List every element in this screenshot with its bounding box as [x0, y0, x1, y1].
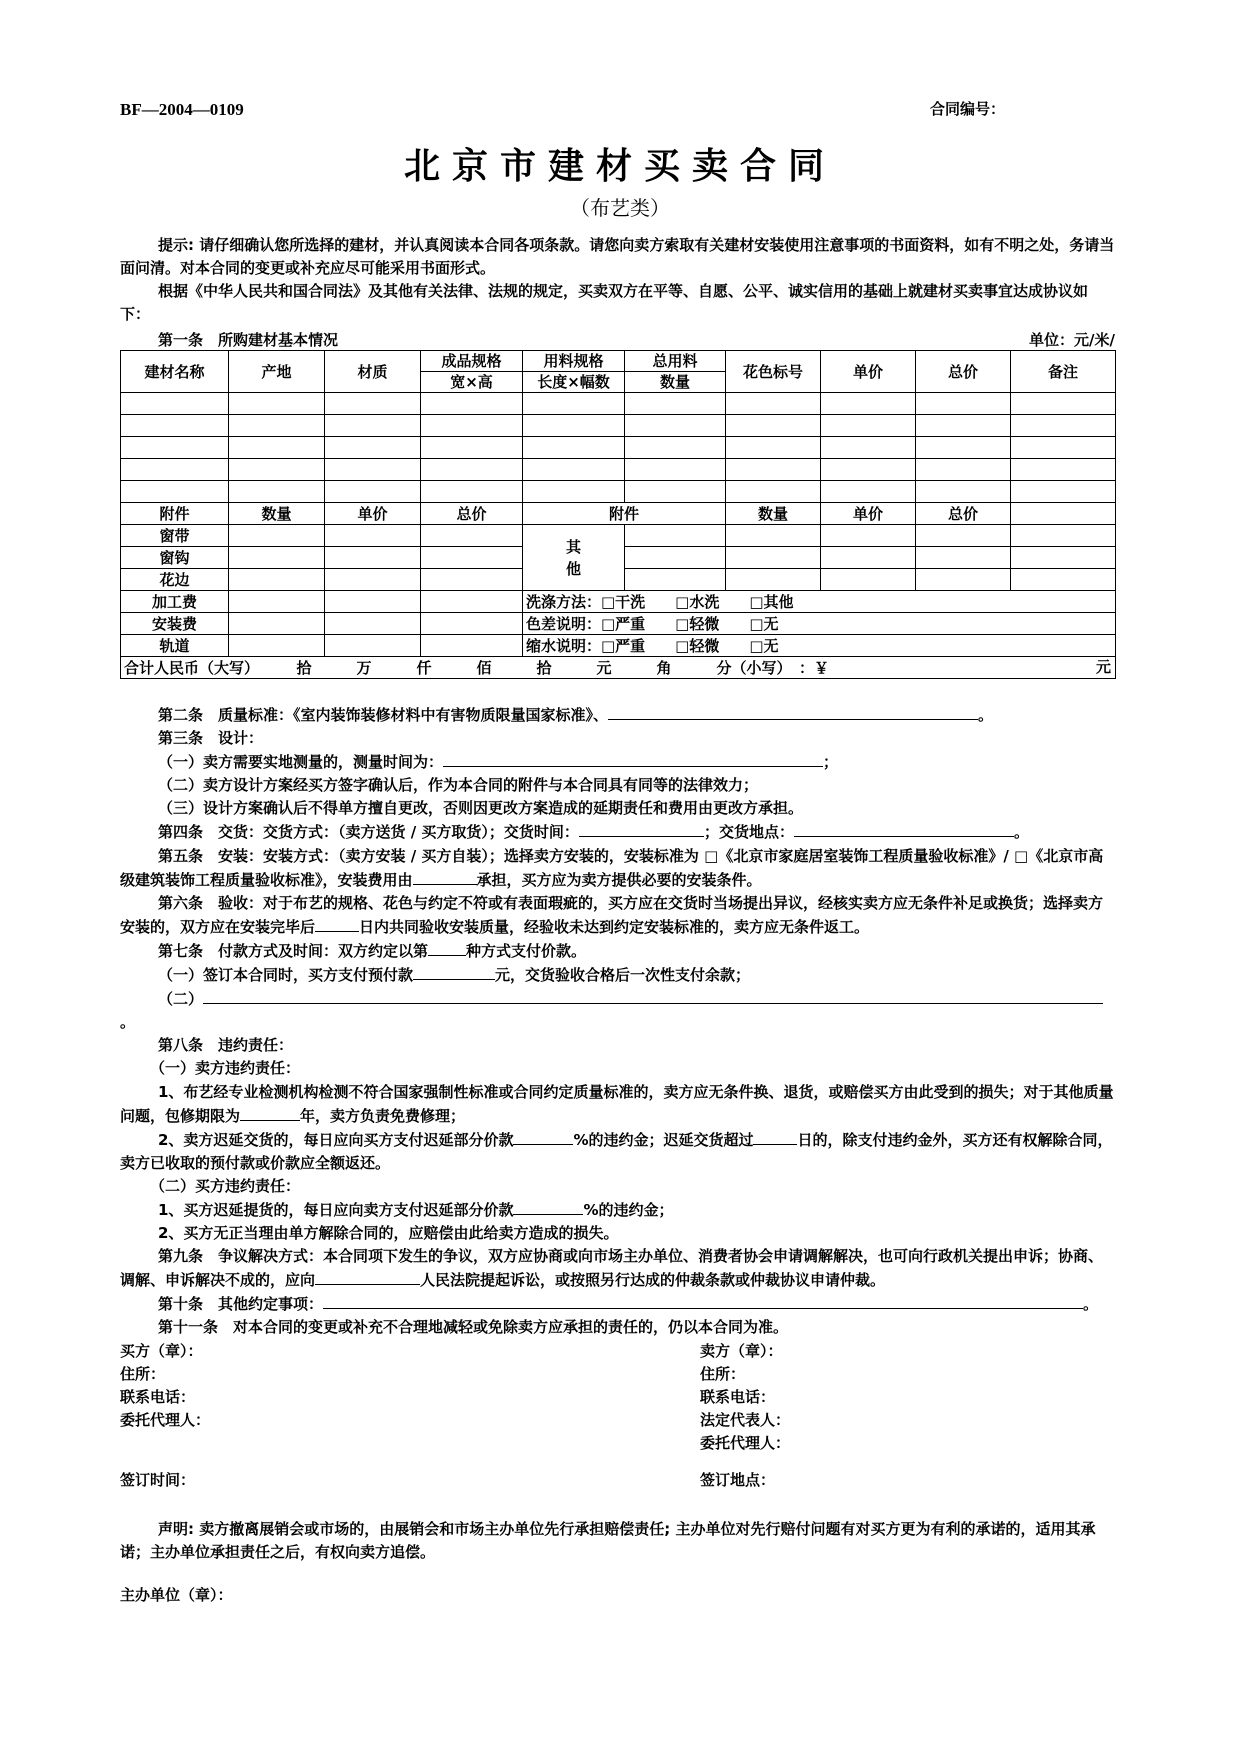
total-cell[interactable]: [121, 657, 1116, 679]
acc-col-qty: 数量: [229, 503, 325, 525]
article-10: 第十条 其他约定事项： 。: [120, 1292, 1115, 1316]
acc-col-total-2: 总价: [916, 503, 1011, 525]
blank-warranty-years[interactable]: [240, 1104, 300, 1121]
article-11: 第十一条 对本合同的变更或补充不合理地减轻或免除卖方应承担的责任的，仍以本合同为准。: [158, 1318, 789, 1337]
seller-legal-rep: 法定代表人：: [700, 1410, 791, 1429]
accessory-header-row: [121, 503, 1116, 525]
table-row: [121, 591, 1116, 613]
signature-row: [120, 1409, 1115, 1432]
article-2: 第二条 质量标准：《室内装饰装修材料中有害物质限量国家标准》、 。: [120, 703, 1115, 727]
intro-basis: 根据《中华人民共和国合同法》及其他有关法律、法规的规定，买卖双方在平等、自愿、公平、诚实信用的基础上就建材买卖事宜达成协议如下：: [120, 282, 1089, 323]
article-8-b1: 1、买方迟延提货的，每日应向卖方支付迟延部分价款 %的违约金；: [120, 1198, 1115, 1222]
signature-row: [120, 1386, 1115, 1409]
col-origin: 产地: [229, 351, 325, 393]
blank-delivery-time[interactable]: [579, 820, 704, 837]
article-1-header: [120, 329, 1115, 350]
table-row: [121, 525, 1116, 547]
col-price: 单价: [821, 351, 916, 393]
col-spec2: 用料规格: [523, 351, 625, 372]
fee-processing: 加工费: [121, 591, 229, 613]
signature-row: [120, 1340, 1115, 1363]
sign-place: 签订地点：: [700, 1471, 776, 1489]
acc-col-total: 总价: [421, 503, 523, 525]
blank-measure-time[interactable]: [443, 750, 823, 767]
table-row: [121, 393, 1116, 415]
article-1-title: 第一条 所购建材基本情况: [158, 331, 339, 349]
shrinkage[interactable]: 缩水说明：□严重 □轻微 □无: [523, 635, 1116, 657]
blank-buyer-delay-rate[interactable]: [513, 1198, 583, 1215]
blank-standard[interactable]: [608, 703, 978, 720]
col-note: 备注: [1011, 351, 1116, 393]
col-total: 总价: [916, 351, 1011, 393]
page-title: 北京市建材买卖合同: [403, 145, 836, 187]
table-row: [121, 459, 1116, 481]
article-8-seller: （一）卖方违约责任：: [150, 1059, 301, 1078]
materials-table: [120, 350, 1116, 679]
seller-seal: 卖方（章）：: [700, 1341, 783, 1360]
signature-row: [120, 1363, 1115, 1386]
blank-delivery-place[interactable]: [794, 820, 1014, 837]
article-7-1: （一）签订本合同时，买方支付预付款 元，交货验收合格后一次性支付余款；: [120, 963, 1115, 987]
acc-lace: 花边: [121, 569, 229, 591]
buyer-agent: 委托代理人：: [120, 1410, 211, 1429]
blank-court[interactable]: [315, 1268, 420, 1285]
table-row: [121, 415, 1116, 437]
acc-col-name: 附件: [121, 503, 229, 525]
col-qty: 总用料: [625, 351, 726, 372]
total-row: [121, 657, 1116, 679]
article-3-3: （三）设计方案确认后不得单方擅自更改，否则因更改方案造成的延期责任和费用由更改方承担。: [158, 799, 804, 818]
signature-row: [120, 1432, 1115, 1455]
article-4: 第四条 交货：交货方式：（卖方送货 / 买方取货）；交货时间： ；交货地点： 。: [120, 820, 1115, 844]
col-spec2-sub: 长度×幅数: [523, 372, 625, 393]
contract-body: [120, 703, 1115, 1607]
buyer-address: 住所：: [120, 1364, 166, 1383]
col-color: 花色标号: [726, 351, 821, 393]
fee-install: 安装费: [121, 613, 229, 635]
article-8-1: 1、布艺经专业检测机构检测不符合国家强制性标准或合同约定质量标准的，卖方应无条件换、退货，或赔偿买方由此受到的损失；对于其他质量问题，包修期限为 年，卖方负责免费修理；: [120, 1082, 1114, 1125]
acc-col-name-2: 附件: [523, 503, 726, 525]
blank-payment-method[interactable]: [428, 939, 466, 956]
table-row: [121, 635, 1116, 657]
col-qty-sub: 数量: [625, 372, 726, 393]
col-name: 建材名称: [121, 351, 229, 393]
acc-window-hook: 窗钩: [121, 547, 229, 569]
seller-phone: 联系电话：: [700, 1387, 776, 1406]
other-label: 其他: [523, 525, 625, 591]
buyer-phone: 联系电话：: [120, 1387, 196, 1406]
article-8-b2: 2、买方无正当理由单方解除合同的，应赔偿由此给卖方造成的损失。: [158, 1224, 619, 1243]
blank-prepayment[interactable]: [413, 963, 495, 980]
acc-col-price-2: 单价: [821, 503, 916, 525]
wash-method[interactable]: 洗涤方法：□干洗 □水洗 □其他: [523, 591, 1116, 613]
blank-install-fee[interactable]: [413, 868, 477, 885]
article-3-1: （一）卖方需要实地测量的，测量时间为： ；: [120, 750, 1115, 774]
table-header-row: [121, 351, 1116, 372]
contract-number-label: 合同编号：: [930, 100, 1006, 118]
article-9: 第九条 争议解决方式：本合同项下发生的争议，双方应协商或向市场主办单位、消费者协会申请调解解决，也可向行政机关提出申诉；协商、调解、申诉解决不成的，应向 人民法院提起诉讼，或按照另行达成的仲裁条款或仲裁协议申请仲裁。: [120, 1247, 1104, 1290]
statement: 声明: 卖方撤离展销会或市场的，由展销会和市场主办单位先行承担赔偿责任; 主办单位对先行赔付问题有对买方更为有利的承诺的，适用其承诺；主办单位承担责任之后，有权向卖方追偿。: [120, 1520, 1096, 1562]
unit-label: 单位：元/米/: [1029, 331, 1115, 349]
table-row: [121, 481, 1116, 503]
blank-accept-days[interactable]: [315, 915, 359, 932]
acc-col-price: 单价: [325, 503, 421, 525]
blank-delay-days[interactable]: [753, 1128, 797, 1145]
page-subtitle: （布艺类）: [570, 196, 670, 220]
sign-time: 签订时间：: [120, 1471, 196, 1489]
article-8: 第八条 违约责任：: [158, 1036, 294, 1055]
acc-window-band: 窗带: [121, 525, 229, 547]
total-yuan: 元: [1095, 658, 1111, 676]
seller-address: 住所：: [700, 1364, 746, 1383]
signature-row: [120, 1469, 1115, 1492]
seller-agent: 委托代理人：: [700, 1433, 791, 1452]
col-material: 材质: [325, 351, 421, 393]
intro-tip: 提示: 请仔细确认您所选择的建材，并认真阅读本合同各项条款。请您向卖方索取有关建材安装使用注意事项的书面资料，如有不明之处，务请当面问清。对本合同的变更或补充应尽可能采用书面形式。: [120, 236, 1115, 277]
article-7-2: （二）。: [120, 987, 1115, 1034]
acc-col-qty-2: 数量: [726, 503, 821, 525]
fee-track: 轨道: [121, 635, 229, 657]
article-5: 第五条 安装：安装方式：（卖方安装 / 买方自装）；选择卖方安装的，安装标准为 □《北京市家庭居室装饰工程质量验收标准》/ □《北京市高级建筑装饰工程质量验收标准》，安装费用由 承担，买方应为卖方提供必要的安装条件。: [120, 846, 1104, 889]
article-3: 第三条 设计：: [158, 729, 264, 748]
buyer-seal: 买方（章）：: [120, 1341, 203, 1360]
color-diff[interactable]: 色差说明：□严重 □轻微 □无: [523, 613, 1116, 635]
blank-other-terms[interactable]: [323, 1292, 1083, 1309]
article-6: 第六条 验收：对于布艺的规格、花色与约定不符或有表面瑕疵的，买方应在交货时当场提出异议，经核实卖方应无条件补足或换货；选择卖方安装的，双方应在安装完毕后 日内共同验收安装质量，经验收未达到约定安装标准的，卖方应无条件返工。: [120, 893, 1104, 936]
article-8-2: 2、卖方迟延交货的，每日应向买方支付迟延部分价款 %的违约金；迟延交货超过 日的，除支付违约金外，买方还有权解除合同，卖方已收取的预付款或价款应全额返还。: [120, 1128, 1115, 1175]
blank-payment-other[interactable]: [203, 987, 1103, 1004]
total-label: 合计人民币（大写） 拾 万 仟 佰 拾 元 角 分（小写） ：￥: [124, 658, 830, 677]
form-code: BF—2004—0109: [120, 100, 244, 119]
host-seal: 主办单位（章）：: [120, 1586, 233, 1605]
table-row: [121, 613, 1116, 635]
article-8-buyer: （二）买方违约责任：: [150, 1176, 301, 1195]
col-spec1-sub: 宽×高: [421, 372, 523, 393]
article-7: 第七条 付款方式及时间：双方约定以第 种方式支付价款。: [120, 939, 1115, 963]
article-3-2: （二）卖方设计方案经买方签字确认后，作为本合同的附件与本合同具有同等的法律效力；: [158, 776, 759, 795]
table-row: [121, 437, 1116, 459]
col-spec1: 成品规格: [421, 351, 523, 372]
intro-section: [120, 234, 1115, 326]
blank-delay-rate[interactable]: [513, 1128, 573, 1145]
